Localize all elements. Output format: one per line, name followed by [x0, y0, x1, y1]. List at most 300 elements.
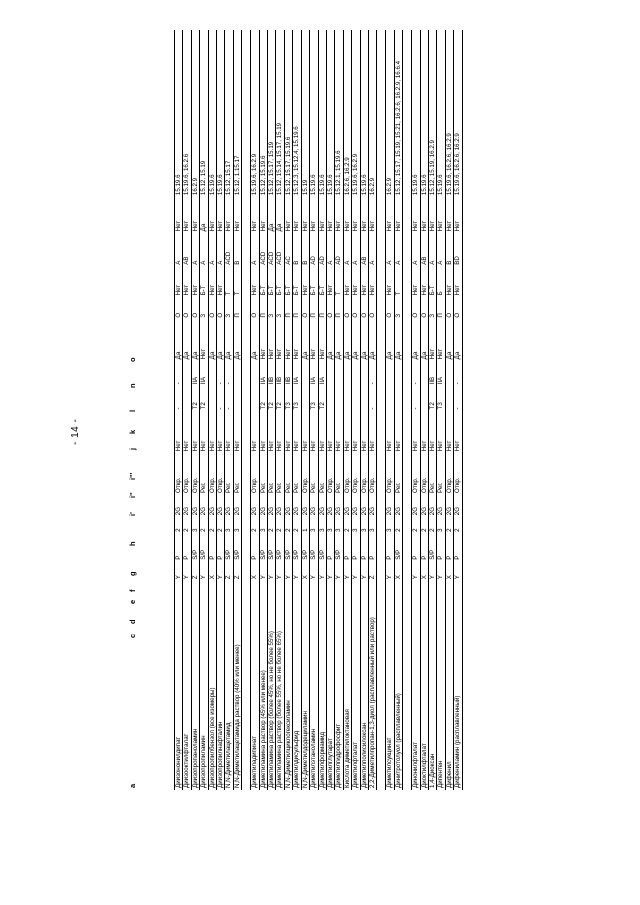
table-cell: Нет: [301, 411, 309, 453]
table-cell: Нет: [445, 267, 453, 298]
table-row: [310, 30, 318, 790]
table-cell: Б-Т: [268, 267, 276, 298]
table-cell: П: [293, 297, 301, 319]
table-cell: Нет: [225, 197, 233, 233]
product-name-cell: Диизопропилбензол (все изомеры): [208, 581, 216, 790]
table-cell: Y: [293, 562, 301, 581]
product-name-cell: Динонилфталат: [412, 581, 420, 790]
table-cell: Да: [368, 320, 376, 362]
table-cell: 15.12, 15.19, 16.2.9: [428, 30, 436, 197]
table-cell: T2: [200, 386, 208, 411]
table-cell: Б-Т: [259, 267, 267, 298]
table-cell: Нет: [310, 197, 318, 233]
table-cell: Y: [268, 562, 276, 581]
table-cell: P: [326, 534, 334, 562]
table-cell: O: [191, 297, 199, 319]
product-name-cell: N,N-Диметилдодециламин: [301, 581, 309, 790]
product-name-cell: Диметиламина раствор (45% или менее): [259, 581, 267, 790]
table-cell: 2G: [310, 495, 318, 517]
table-cell: Откр.: [352, 453, 360, 495]
table-cell: AD: [318, 233, 326, 266]
table-cell: Откр.: [386, 453, 394, 495]
table-cell: Нет: [445, 411, 453, 453]
table-cell: 15.12.1, 15.19.6: [335, 30, 343, 197]
table-cell: P: [352, 534, 360, 562]
table-cell: [360, 361, 368, 386]
table-cell: Нет: [310, 320, 318, 362]
table-cell: Z: [368, 562, 376, 581]
product-name-cell: Дипентен: [437, 581, 445, 790]
table-row: [326, 30, 334, 790]
table-cell: Нет: [293, 197, 301, 233]
table-cell: Да: [352, 320, 360, 362]
table-cell: Нет: [420, 197, 428, 233]
table-cell: 2G: [191, 495, 199, 517]
table-cell: Да: [175, 320, 183, 362]
table-cell: [301, 361, 309, 386]
table-cell: З: [394, 297, 402, 319]
table-row: [360, 30, 368, 790]
table-cell: Да: [412, 320, 420, 362]
table-cell: Да: [343, 320, 351, 362]
table-cell: Y: [454, 562, 462, 581]
table-cell: Y: [428, 562, 436, 581]
table-row: [217, 30, 225, 790]
table-cell: O: [183, 297, 191, 319]
table-cell: Откр.: [191, 453, 199, 495]
table-cell: 15.19.6: [217, 30, 225, 197]
table-cell: O: [412, 297, 420, 319]
table-cell: -: [368, 386, 376, 411]
table-cell: O: [386, 297, 394, 319]
table-cell: Нет: [200, 411, 208, 453]
table-cell: S/P: [310, 534, 318, 562]
product-name-cell: Диметилфталат: [352, 581, 360, 790]
table-cell: 3: [386, 517, 394, 534]
table-cell: T3: [437, 386, 445, 411]
table-cell: T2: [268, 386, 276, 411]
table-cell: Нет: [394, 411, 402, 453]
table-cell: Нет: [208, 411, 216, 453]
table-cell: [326, 386, 334, 411]
table-cell: IIB: [268, 361, 276, 386]
table-cell: 2G: [437, 495, 445, 517]
table-cell: Нет: [217, 267, 225, 298]
table-cell: Откр.: [445, 453, 453, 495]
table-cell: O: [445, 297, 453, 319]
table-cell: [233, 386, 241, 411]
table-cell: O: [326, 297, 334, 319]
product-name-cell: Диметилглутарат: [326, 581, 334, 790]
table-cell: [301, 386, 309, 411]
table-cell: Нет: [326, 267, 334, 298]
table-cell: A: [428, 233, 436, 266]
table-cell: T: [233, 267, 241, 298]
table-cell: A: [343, 233, 351, 266]
table-cell: -: [412, 386, 420, 411]
table-cell: [394, 361, 402, 386]
table-cell: 2G: [326, 495, 334, 517]
table-cell: P: [360, 534, 368, 562]
table-cell: 15.12, 15.17: [225, 30, 233, 197]
table-cell: Откр.: [208, 453, 216, 495]
table-cell: 15.19.6, 16.2.6, 16.2.9: [445, 30, 453, 197]
table-row: [175, 30, 183, 790]
table-cell: 2: [445, 517, 453, 534]
table-cell: 3: [225, 517, 233, 534]
table-cell: T2: [259, 386, 267, 411]
product-name-cell: Диметилдисульфид: [293, 581, 301, 790]
table-cell: X: [301, 562, 309, 581]
table-cell: Рег.: [284, 453, 292, 495]
table-cell: П: [437, 297, 445, 319]
table-cell: Нет: [318, 197, 326, 233]
table-cell: ACD: [259, 233, 267, 266]
table-cell: Нет: [183, 267, 191, 298]
table-cell: A: [200, 233, 208, 266]
table-cell: 3: [352, 517, 360, 534]
table-cell: Рег.: [200, 453, 208, 495]
product-name-cell: Диизопропиламин: [200, 581, 208, 790]
table-cell: [335, 386, 343, 411]
table-cell: П: [284, 297, 292, 319]
table-cell: Нет: [276, 411, 284, 453]
table-cell: Нет: [208, 267, 216, 298]
product-name-cell: Диизопропилнафталин: [217, 581, 225, 790]
table-cell: Откр.: [183, 453, 191, 495]
table-cell: B: [301, 233, 309, 266]
table-cell: 2: [276, 517, 284, 534]
table-row: [251, 30, 259, 790]
table-row: [200, 30, 208, 790]
table-cell: P: [437, 534, 445, 562]
table-cell: A: [326, 233, 334, 266]
table-cell: 16.2.9: [368, 30, 376, 197]
table-cell: IIA: [191, 361, 199, 386]
table-cell: Нет: [343, 267, 351, 298]
table-row: [225, 30, 233, 790]
table-cell: IIA: [200, 361, 208, 386]
product-name-cell: Диметиламина раствор (более 45%, но не более 55%): [268, 581, 276, 790]
table-row: [259, 30, 267, 790]
column-header: k: [128, 429, 137, 434]
table-row: [318, 30, 326, 790]
table-cell: O: [420, 297, 428, 319]
table-cell: 2G: [200, 495, 208, 517]
table-cell: A: [412, 233, 420, 266]
table-cell: Нет: [326, 411, 334, 453]
table-cell: Нет: [284, 411, 292, 453]
table-cell: 3: [326, 517, 334, 534]
table-cell: S/P: [318, 534, 326, 562]
table-cell: Y: [352, 562, 360, 581]
table-row: [208, 30, 216, 790]
table-cell: Нет: [412, 197, 420, 233]
table-cell: 2G: [259, 495, 267, 517]
table-cell: ACD: [268, 233, 276, 266]
table-cell: Y: [318, 562, 326, 581]
table-row: [191, 30, 199, 790]
table-cell: T2: [318, 386, 326, 411]
table-cell: Рег.: [268, 453, 276, 495]
table-cell: Y: [386, 562, 394, 581]
rotated-table-area: [118, 30, 528, 790]
column-header: l: [128, 409, 137, 412]
table-cell: Нет: [233, 411, 241, 453]
table-cell: 15.19.6, 16.2.9: [251, 30, 259, 197]
table-cell: S/P: [225, 534, 233, 562]
table-cell: IIA: [310, 361, 318, 386]
table-cell: 2G: [394, 495, 402, 517]
table-cell: Z: [233, 562, 241, 581]
table-cell: T2: [276, 386, 284, 411]
table-cell: IIA: [437, 361, 445, 386]
table-row: [352, 30, 360, 790]
table-cell: Нет: [335, 411, 343, 453]
table-cell: S/P: [259, 534, 267, 562]
table-cell: 15.19.6: [326, 30, 334, 197]
table-cell: Нет: [352, 197, 360, 233]
table-cell: 2G: [233, 495, 241, 517]
table-cell: T: [225, 267, 233, 298]
table-cell: 2G: [183, 495, 191, 517]
table-cell: Z: [191, 562, 199, 581]
table-cell: Б: [437, 267, 445, 298]
table-cell: Нет: [386, 411, 394, 453]
table-cell: Рег.: [259, 453, 267, 495]
table-cell: Нет: [428, 320, 436, 362]
product-name-cell: 2,2-Диметилпропан-1,3-диол (расплавленный или раствор): [368, 581, 376, 790]
table-cell: Нет: [208, 197, 216, 233]
column-header: i': [128, 512, 137, 516]
table-cell: Нет: [191, 411, 199, 453]
table-cell: Y: [284, 562, 292, 581]
column-header-row: [118, 30, 158, 790]
table-cell: BD: [454, 233, 462, 266]
table-cell: -: [412, 361, 420, 386]
table-cell: Нет: [200, 320, 208, 362]
product-name-cell: Диметилполисилоксан: [360, 581, 368, 790]
table-cell: X: [251, 562, 259, 581]
table-row: [268, 30, 276, 790]
section-gap: [377, 30, 386, 790]
table-cell: Нет: [454, 411, 462, 453]
table-cell: S/P: [293, 534, 301, 562]
table-cell: -: [217, 361, 225, 386]
table-cell: O: [360, 297, 368, 319]
table-cell: P: [183, 534, 191, 562]
table-cell: [251, 386, 259, 411]
table-cell: T3: [284, 386, 292, 411]
table-cell: Да: [326, 320, 334, 362]
table-cell: 2G: [293, 495, 301, 517]
table-cell: Рег.: [233, 453, 241, 495]
table-cell: 2G: [335, 495, 343, 517]
table-cell: P: [217, 534, 225, 562]
table-cell: A: [251, 233, 259, 266]
product-name-cell: Диметиламина раствор (более 55%, но не более 65%): [276, 581, 284, 790]
table-cell: 15.19: [301, 30, 309, 197]
table-cell: Да: [420, 320, 428, 362]
table-cell: 2: [428, 517, 436, 534]
table-cell: Откр.: [454, 453, 462, 495]
table-row: [293, 30, 301, 790]
table-row: [420, 30, 428, 790]
table-cell: Нет: [259, 197, 267, 233]
table-cell: 2G: [360, 495, 368, 517]
table-cell: Откр.: [251, 453, 259, 495]
table-cell: Y: [326, 562, 334, 581]
table-cell: P: [420, 534, 428, 562]
table-cell: 2: [217, 517, 225, 534]
table-cell: 1: [301, 517, 309, 534]
product-name-cell: Дифенил: [445, 581, 453, 790]
table-cell: [360, 386, 368, 411]
table-cell: [251, 361, 259, 386]
table-cell: Y: [360, 562, 368, 581]
column-header: c: [128, 633, 137, 638]
table-cell: 2G: [454, 495, 462, 517]
table-cell: 15.19.6: [360, 30, 368, 197]
table-cell: 2: [454, 517, 462, 534]
column-header: e: [128, 599, 137, 604]
table-cell: Y: [259, 562, 267, 581]
table-cell: O: [217, 297, 225, 319]
table-cell: 2G: [368, 495, 376, 517]
table-cell: З: [276, 297, 284, 319]
product-name-cell: Диоктилфталат: [420, 581, 428, 790]
table-cell: 15.19.6, 16.2.6, 16.2.9: [454, 30, 462, 197]
table-row: [284, 30, 292, 790]
product-name-cell: Диметилэтаноламин: [310, 581, 318, 790]
table-cell: Откр.: [368, 453, 376, 495]
table-cell: Б-Т: [284, 267, 292, 298]
table-cell: Откр.: [326, 453, 334, 495]
table-cell: [233, 361, 241, 386]
table-cell: 15.19.6: [318, 30, 326, 197]
table-cell: 2G: [276, 495, 284, 517]
table-cell: Нет: [445, 197, 453, 233]
column-header: f: [128, 589, 137, 592]
table-cell: Y: [175, 562, 183, 581]
table-cell: O: [454, 297, 462, 319]
table-cell: -: [175, 361, 183, 386]
product-name-cell: N,N-Диметилацетамид: [225, 581, 233, 790]
table-cell: Y: [183, 562, 191, 581]
table-cell: AB: [420, 233, 428, 266]
table-cell: З: [428, 297, 436, 319]
column-header: a: [128, 783, 137, 788]
table-cell: Да: [445, 320, 453, 362]
table-cell: P: [251, 534, 259, 562]
table-cell: 2G: [268, 495, 276, 517]
table-cell: [326, 361, 334, 386]
table-cell: 2: [208, 517, 216, 534]
product-name-cell: Дифениламин (расплавленный): [454, 581, 462, 790]
product-name-cell: N,N-Диметилацетамида раствор (40% или менее): [233, 581, 241, 790]
table-row: [233, 30, 241, 790]
table-cell: Откр.: [175, 453, 183, 495]
table-cell: Рег.: [335, 453, 343, 495]
table-cell: 15.19.6: [175, 30, 183, 197]
table-cell: Нет: [386, 267, 394, 298]
table-cell: 3: [437, 517, 445, 534]
table-cell: 2: [343, 517, 351, 534]
table-cell: 2: [175, 517, 183, 534]
table-cell: 15.19.6: [437, 30, 445, 197]
table-cell: S/P: [394, 534, 402, 562]
table-cell: Нет: [420, 411, 428, 453]
section-gap: [403, 30, 412, 790]
table-cell: 3: [191, 517, 199, 534]
table-cell: O: [343, 297, 351, 319]
table-cell: IIA: [318, 361, 326, 386]
table-row: [445, 30, 453, 790]
table-cell: S/P: [335, 534, 343, 562]
table-cell: 2: [251, 517, 259, 534]
table-cell: Нет: [368, 197, 376, 233]
table-cell: [420, 361, 428, 386]
table-cell: Нет: [412, 411, 420, 453]
table-cell: 15.19.6, 16.2.6: [183, 30, 191, 197]
table-cell: 3: [259, 517, 267, 534]
table-cell: Нет: [251, 267, 259, 298]
table-cell: 2: [420, 517, 428, 534]
table-cell: S/P: [268, 534, 276, 562]
table-cell: Да: [360, 320, 368, 362]
table-cell: A: [175, 233, 183, 266]
table-cell: S/P: [428, 534, 436, 562]
table-cell: S/P: [301, 534, 309, 562]
product-name-cell: Диметилсукцинат: [386, 581, 394, 790]
table-cell: Б-Т: [276, 267, 284, 298]
table-row: [368, 30, 376, 790]
table-cell: X: [208, 562, 216, 581]
table-cell: Да: [276, 197, 284, 233]
table-cell: [445, 386, 453, 411]
table-cell: O: [251, 297, 259, 319]
table-cell: Нет: [428, 197, 436, 233]
table-cell: A: [208, 233, 216, 266]
table-cell: Рег.: [276, 453, 284, 495]
table-cell: Нет: [301, 197, 309, 233]
table-cell: O: [352, 297, 360, 319]
table-cell: Нет: [437, 411, 445, 453]
table-cell: P: [445, 534, 453, 562]
table-row: [428, 30, 436, 790]
table-cell: 15.19.6: [310, 30, 318, 197]
table-cell: Нет: [293, 320, 301, 362]
table-row: [335, 30, 343, 790]
table-cell: O: [368, 297, 376, 319]
table-cell: 3: [360, 517, 368, 534]
table-cell: Да: [191, 320, 199, 362]
table-cell: AD: [310, 233, 318, 266]
table-cell: P: [386, 534, 394, 562]
table-cell: Нет: [284, 320, 292, 362]
table-cell: 2: [183, 517, 191, 534]
table-cell: Нет: [360, 267, 368, 298]
table-cell: 15.12, 1.15.17: [233, 30, 241, 197]
table-cell: Нет: [301, 267, 309, 298]
column-header: j: [128, 447, 137, 450]
product-name-cell: Диизооктилфталат: [183, 581, 191, 790]
table-cell: S/P: [284, 534, 292, 562]
column-header: n: [128, 383, 137, 388]
table-cell: 2G: [251, 495, 259, 517]
table-cell: 2: [293, 517, 301, 534]
table-cell: -: [225, 361, 233, 386]
